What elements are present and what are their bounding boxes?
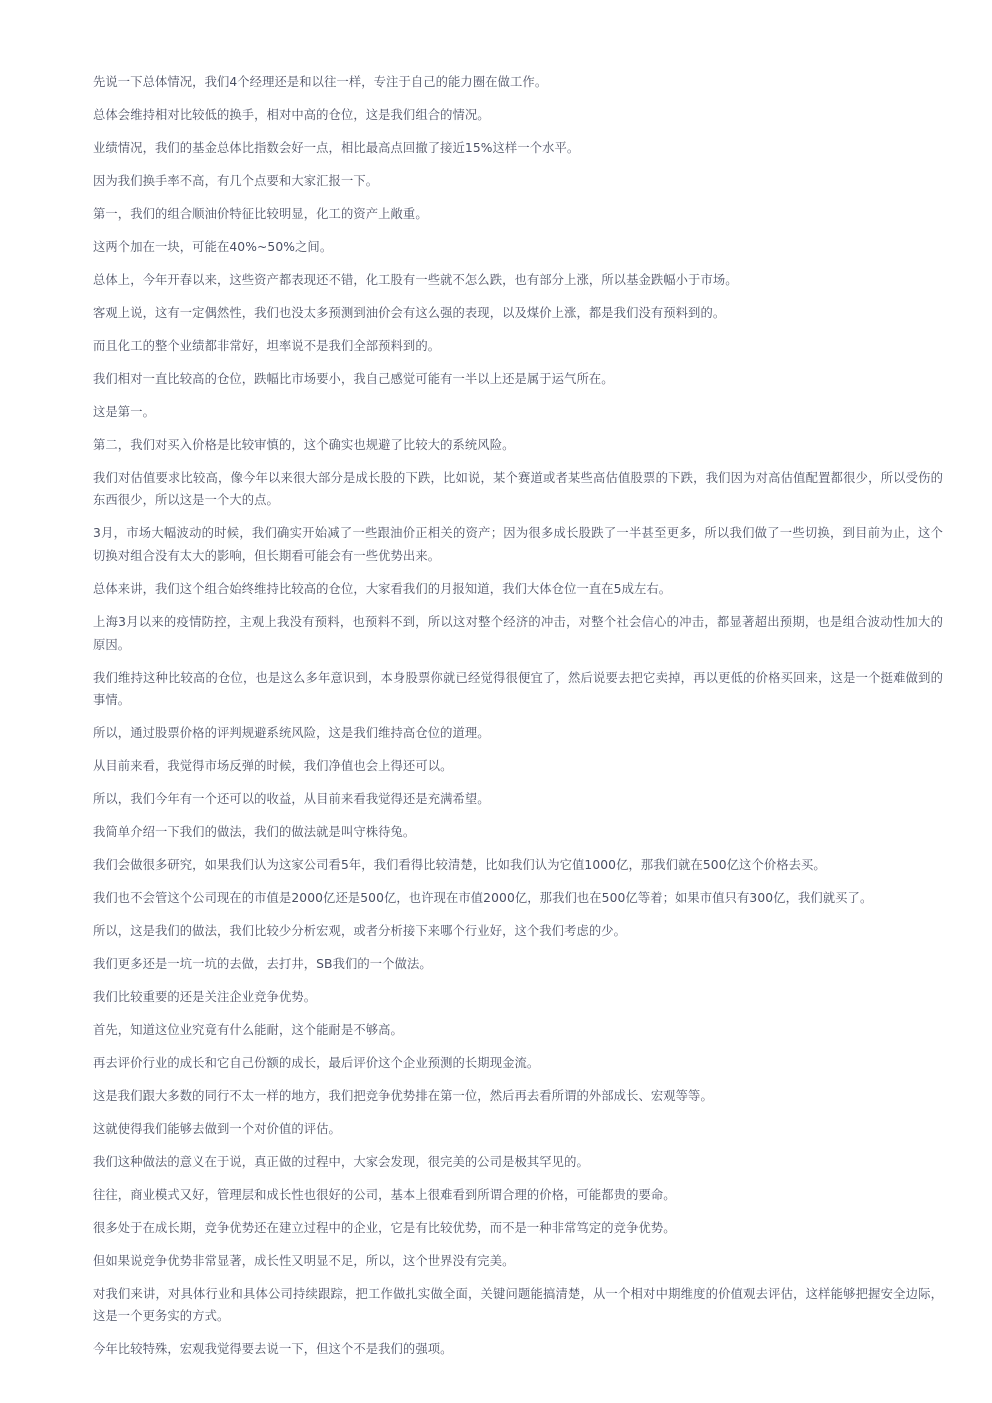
paragraph: 上海3月以来的疫情防控，主观上我没有预料，也预料不到，所以这对整个经济的冲击，对整个社会信心的冲击，都显著超出预期，也是组合波动性加大的原因。 — [93, 614, 943, 652]
paragraph: 我们也不会管这个公司现在的市值是2000亿还是500亿，也许现在市值2000亿，那我们也在500亿等着；如果市值只有300亿，我们就买了。 — [93, 891, 873, 906]
paragraph: 今年比较特殊，宏观我觉得要去说一下，但这个不是我们的强项。 — [93, 1342, 453, 1357]
paragraph: 总体会维持相对比较低的换手，相对中高的仓位，这是我们组合的情况。 — [93, 107, 490, 122]
paragraph: 从目前来看，我觉得市场反弹的时候，我们净值也会上得还可以。 — [93, 759, 453, 774]
paragraph: 往往，商业模式又好，管理层和成长性也很好的公司，基本上很难看到所谓合理的价格，可能都贵的要命。 — [93, 1187, 676, 1202]
paragraph: 这两个加在一块，可能在40%~50%之间。 — [93, 239, 333, 254]
paragraph: 第一，我们的组合顺油价特征比较明显，化工的资产上敞重。 — [93, 206, 428, 221]
paragraph: 我简单介绍一下我们的做法，我们的做法就是叫守株待兔。 — [93, 825, 416, 840]
paragraph: 所以，这是我们的做法，我们比较少分析宏观，或者分析接下来哪个行业好，这个我们考虑的少。 — [93, 924, 627, 939]
paragraph: 但如果说竞争优势非常显著，成长性又明显不足，所以，这个世界没有完美。 — [93, 1253, 515, 1268]
paragraph: 首先，知道这位业究竟有什么能耐，这个能耐是不够高。 — [93, 1022, 403, 1037]
paragraph: 而且化工的整个业绩都非常好，坦率说不是我们全部预料到的。 — [93, 338, 441, 353]
document-body — [93, 71, 943, 1371]
paragraph: 因为我们换手率不高，有几个点要和大家汇报一下。 — [93, 173, 379, 188]
paragraph: 对我们来讲，对具体行业和具体公司持续跟踪，把工作做扎实做全面，关键问题能搞清楚，从一个相对中期维度的价值观去评估，这样能够把握安全边际，这是一个更务实的方式。 — [93, 1286, 943, 1324]
paragraph: 所以，我们今年有一个还可以的收益，从目前来看我觉得还是充满希望。 — [93, 792, 490, 807]
paragraph: 第二，我们对买入价格是比较审慎的，这个确实也规避了比较大的系统风险。 — [93, 437, 515, 452]
paragraph: 这就使得我们能够去做到一个对价值的评估。 — [93, 1121, 341, 1136]
paragraph: 这是我们跟大多数的同行不太一样的地方，我们把竞争优势排在第一位，然后再去看所谓的外部成长、宏观等等。 — [93, 1088, 713, 1103]
paragraph: 业绩情况，我们的基金总体比指数会好一点，相比最高点回撤了接近15%这样一个水平。 — [93, 140, 580, 155]
paragraph: 很多处于在成长期，竞争优势还在建立过程中的企业，它是有比较优势，而不是一种非常笃定的竞争优势。 — [93, 1220, 676, 1235]
paragraph: 客观上说，这有一定偶然性，我们也没太多预测到油价会有这么强的表现，以及煤价上涨，都是我们没有预料到的。 — [93, 305, 726, 320]
paragraph: 先说一下总体情况，我们4个经理还是和以往一样，专注于自己的能力圈在做工作。 — [93, 75, 548, 89]
paragraph: 我们维持这种比较高的仓位，也是这么多年意识到，本身股票你就已经觉得很便宜了，然后说要去把它卖掉，再以更低的价格买回来，这是一个挺难做到的事情。 — [93, 670, 943, 708]
paragraph: 再去评价行业的成长和它自己份额的成长，最后评价这个企业预测的长期现金流。 — [93, 1055, 540, 1070]
paragraph: 这是第一。 — [93, 404, 155, 419]
paragraph: 所以，通过股票价格的评判规避系统风险，这是我们维持高仓位的道理。 — [93, 726, 490, 741]
paragraph: 我们对估值要求比较高，像今年以来很大部分是成长股的下跌，比如说，某个赛道或者某些高估值股票的下跌，我们因为对高估值配置都很少，所以受伤的东西很少，所以这是一个大的点。 — [93, 470, 943, 508]
paragraph: 我们会做很多研究，如果我们认为这家公司看5年，我们看得比较清楚，比如我们认为它值1000亿，那我们就在500亿这个价格去买。 — [93, 858, 826, 873]
paragraph: 我们这种做法的意义在于说，真正做的过程中，大家会发现，很完美的公司是极其罕见的。 — [93, 1154, 589, 1169]
paragraph: 我们更多还是一坑一坑的去做，去打井，SB我们的一个做法。 — [93, 957, 432, 971]
paragraph: 总体上，今年开春以来，这些资产都表现还不错，化工股有一些就不怎么跌，也有部分上涨，所以基金跌幅小于市场。 — [93, 272, 738, 287]
paragraph: 我们比较重要的还是关注企业竞争优势。 — [93, 989, 317, 1004]
paragraph: 总体来讲，我们这个组合始终维持比较高的仓位，大家看我们的月报知道，我们大体仓位一直在5成左右。 — [93, 581, 672, 596]
paragraph: 3月，市场大幅波动的时候，我们确实开始减了一些跟油价正相关的资产；因为很多成长股跌了一半甚至更多，所以我们做了一些切换，到目前为止，这个切换对组合没有太大的影响，但长期看可能会有一些优势出来。 — [93, 526, 943, 563]
paragraph: 我们相对一直比较高的仓位，跌幅比市场要小，我自己感觉可能有一半以上还是属于运气所在。 — [93, 371, 614, 386]
